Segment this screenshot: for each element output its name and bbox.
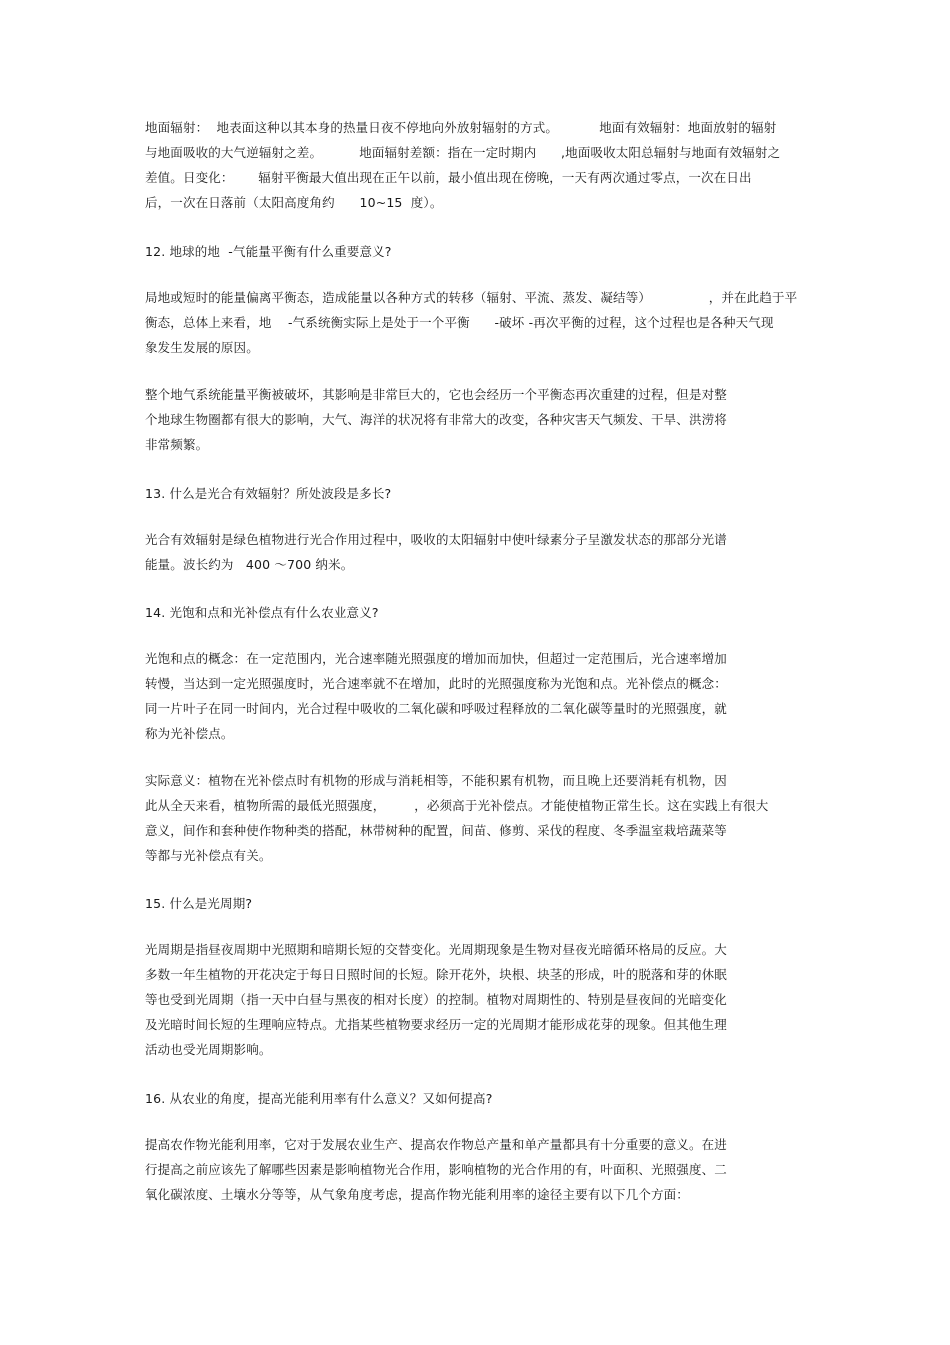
text-line: 个地球生物圈都有很大的影响，大气、海洋的状况将有非常大的改变，各种灾害天气频发、干旱、洪涝将	[145, 412, 727, 427]
text-line: 差值。日变化： 辐射平衡最大值出现在正午以前，最小值出现在傍晚，一天有两次通过零点，一次在日出	[145, 170, 752, 185]
text-line: 象发生发展的原因。	[145, 340, 259, 355]
text-line: 光合有效辐射是绿色植物进行光合作用过程中，吸收的太阳辐射中使叶绿素分子呈激发状态的那部分光谱	[145, 532, 727, 547]
text-line: 意义，间作和套种使作物种类的搭配，林带树种的配置，间苗、修剪、采伐的程度、冬季温室栽培蔬菜等	[145, 823, 727, 838]
text-line: 整个地气系统能量平衡被破坏，其影响是非常巨大的，它也会经历一个平衡态再次重建的过程，但是对整	[145, 387, 727, 402]
text-line: 等也受到光周期（指一天中白昼与黑夜的相对长度）的控制。植物对周期性的、特别是昼夜间的光暗变化	[145, 992, 727, 1007]
text-line: 实际意义：植物在光补偿点时有机物的形成与消耗相等，不能积累有机物，而且晚上还要消耗有机物，因	[145, 773, 727, 788]
text-line: 活动也受光周期影响。	[145, 1042, 272, 1057]
section-heading: 14. 光饱和点和光补偿点有什么农业意义?	[145, 605, 379, 620]
text-line: 同一片叶子在同一时间内，光合过程中吸收的二氧化碳和呼吸过程释放的二氧化碳等量时的光照强度，就	[145, 701, 727, 716]
text-line: 能量。波长约为 400 ～700 纳米。	[145, 557, 354, 572]
text-line: 光周期是指昼夜周期中光照期和暗期长短的交替变化。光周期现象是生物对昼夜光暗循环格局的反应。大	[145, 942, 727, 957]
text-line: 地面辐射： 地表面这种以其本身的热量日夜不停地向外放射辐射的方式。 地面有效辐射：地面放射的辐射	[145, 120, 777, 135]
text-line: 光饱和点的概念：在一定范围内，光合速率随光照强度的增加而加快，但超过一定范围后，光合速率增加	[145, 651, 727, 666]
section-heading: 15. 什么是光周期?	[145, 896, 253, 911]
text-line: 此从全天来看，植物所需的最低光照强度， ，必须高于光补偿点。才能使植物正常生长。这在实践上有很大	[145, 798, 769, 813]
text-line: 转慢，当达到一定光照强度时，光合速率就不在增加，此时的光照强度称为光饱和点。光补偿点的概念：	[145, 676, 727, 691]
text-line: 非常频繁。	[145, 437, 209, 452]
text-line: 多数一年生植物的开花决定于每日日照时间的长短。除开花外，块根、块茎的形成，叶的脱落和芽的休眠	[145, 967, 727, 982]
text-line: 提高农作物光能利用率，它对于发展农业生产、提高农作物总产量和单产量都具有十分重要的意义。在进	[145, 1137, 727, 1152]
text-line: 等都与光补偿点有关。	[145, 848, 272, 863]
text-line: 衡态，总体上来看，地 -气系统衡实际上是处于一个平衡 -破坏 -再次平衡的过程，这个过程也是各种天气现	[145, 315, 774, 330]
text-line: 行提高之前应该先了解哪些因素是影响植物光合作用，影响植物的光合作用的有，叶面积、光照强度、二	[145, 1162, 727, 1177]
text-line: 后，一次在日落前（太阳高度角约 10~15 度）。	[145, 195, 443, 210]
section-heading: 12. 地球的地 -气能量平衡有什么重要意义?	[145, 244, 392, 259]
text-line: 与地面吸收的大气逆辐射之差。 地面辐射差额：指在一定时期内 ,地面吸收太阳总辐射与地面有效辐射之	[145, 145, 781, 160]
section-heading: 13. 什么是光合有效辐射？所处波段是多长?	[145, 486, 392, 501]
text-line: 氧化碳浓度、土壤水分等等，从气象角度考虑，提高作物光能利用率的途径主要有以下几个方面：	[145, 1187, 689, 1202]
text-line: 局地或短时的能量偏离平衡态，造成能量以各种方式的转移（辐射、平流、蒸发、凝结等） ，并在此趋于平	[145, 290, 798, 305]
text-line: 及光暗时间长短的生理响应特点。尤指某些植物要求经历一定的光周期才能形成花芽的现象。但其他生理	[145, 1017, 727, 1032]
text-line: 称为光补偿点。	[145, 726, 234, 741]
section-heading: 16. 从农业的角度，提高光能利用率有什么意义？又如何提高?	[145, 1091, 493, 1106]
